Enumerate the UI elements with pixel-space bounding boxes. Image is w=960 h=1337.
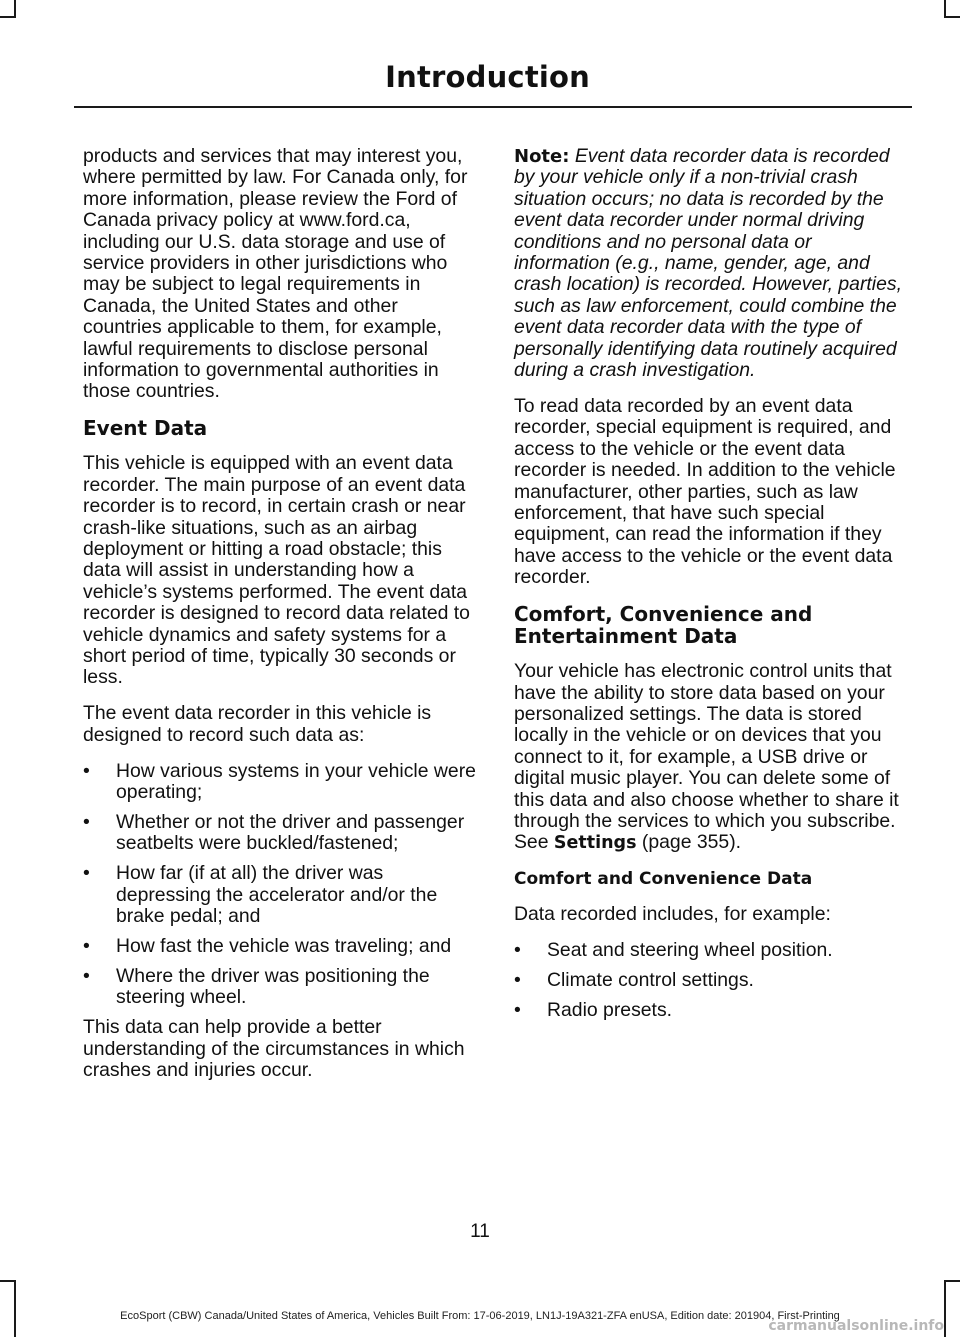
list-item: • How far (if at all) the driver was depressing the accelerator and/or the brake pedal; and (83, 862, 438, 928)
comfort-paragraph: Your vehicle has electronic control units that have the ability to store data based on your personalized settings. The data is stored locally in the vehicle or on devices that you connect to it, for example, a USB drive or digital music player. You can delete some of this data and also choose whether to share it through the services to which you subscribe. See Settings (page 355). (514, 660, 899, 854)
crop-mark-top-right-horizontal (944, 16, 960, 18)
event-data-closing: This data can help provide a better understanding of the circumstances in which crashes and injuries occur. (83, 1016, 465, 1082)
event-data-list (83, 761, 476, 1009)
bullet-icon: • (514, 999, 521, 1021)
bullet-icon: • (83, 810, 90, 833)
list-item: • How various systems in your vehicle were operating; (83, 759, 476, 804)
section-heading-event-data: Event Data (83, 416, 208, 441)
read-data-paragraph: To read data recorded by an event data recorder, special equipment is required, and access to the vehicle or the event data recorder is needed. In addition to the vehicle manufacturer, other parties, such as law enforcement, that have such special equipment, can read the information if they have access to the vehicle or the event data recorder. (514, 394, 896, 589)
left-column (83, 146, 476, 1096)
subheading-comfort-convenience: Comfort and Convenience Data (514, 869, 813, 890)
list-item: • Climate control settings. (514, 969, 754, 992)
list-item: • How fast the vehicle was traveling; and (83, 935, 452, 957)
list-item: • Radio presets. (514, 999, 673, 1021)
list-item: • Where the driver was positioning the steering wheel. (83, 964, 430, 1009)
privacy-paragraph: products and services that may interest you, where permitted by law. For Canada only, for more information, please review the Ford of Canada privacy policy at www.ford.ca, including our U.S. data storage and use of service providers in other jurisdictions who may be subject to legal requirements in Canada, the United States and other countries applicable to them, for example, lawful requirements to disclose personal information to governmental authorities in those countries. (83, 145, 468, 403)
right-column (514, 146, 907, 1030)
event-data-intro: The event data recorder in this vehicle is designed to record such data as: (83, 702, 432, 746)
note-paragraph (514, 146, 907, 381)
section-heading-comfort-entertainment: Comfort, Convenience and Entertainment Data (514, 602, 813, 649)
list-item: • Whether or not the driver and passenger seatbelts were buckled/fastened; (83, 810, 465, 855)
crop-mark-bottom-left-vertical (14, 1280, 16, 1337)
crop-mark-bottom-right-vertical (944, 1280, 946, 1337)
data-recorded-intro: Data recorded includes, for example: (514, 903, 831, 926)
bullet-icon: • (83, 759, 90, 782)
footer-edition-info: EcoSport (CBW) Canada/United States of America, Vehicles Built From: 17-06-2019, LN1J-19A321-ZFA enUSA, Edition date: 201904, First-Printing (120, 1310, 840, 1322)
bullet-icon: • (514, 939, 521, 962)
note-label: Note: (514, 146, 570, 167)
page-title: Introduction (385, 60, 590, 94)
crop-mark-bottom-left-horizontal (0, 1280, 16, 1282)
event-data-paragraph: This vehicle is equipped with an event data recorder. The main purpose of an event data recorder is to record, in certain crash or near crash-like situations, such as an airbag deployment or hitting a road obstacle; this data will assist in understanding how a vehicle’s systems performed. The event data recorder is designed to record data related to vehicle dynamics and safety systems for a short period of time, typically 30 seconds or less. (83, 452, 470, 689)
note-text: Event data recorder data is recorded by your vehicle only if a non-trivial crash situation occurs; no data is recorded by the event data recorder under normal driving conditions and no personal data or information (e.g., name, gender, age, and crash location) is recorded. However, parties, such as law enforcement, could combine the event data recorder data with the type of personally identifying data routinely acquired during a crash investigation. (514, 145, 902, 382)
crop-mark-bottom-right-horizontal (944, 1280, 960, 1282)
bullet-icon: • (83, 935, 90, 957)
bullet-icon: • (514, 969, 521, 992)
bullet-icon: • (83, 862, 90, 885)
page-number: 11 (470, 1221, 490, 1242)
crop-mark-top-left-horizontal (0, 16, 16, 18)
settings-link[interactable]: Settings (553, 833, 637, 854)
header-divider (74, 106, 912, 108)
bullet-icon: • (83, 964, 90, 987)
list-item: • Seat and steering wheel position. (514, 939, 833, 962)
comfort-data-list (514, 940, 907, 1021)
watermark: carmanualsonline.info (768, 1318, 944, 1334)
